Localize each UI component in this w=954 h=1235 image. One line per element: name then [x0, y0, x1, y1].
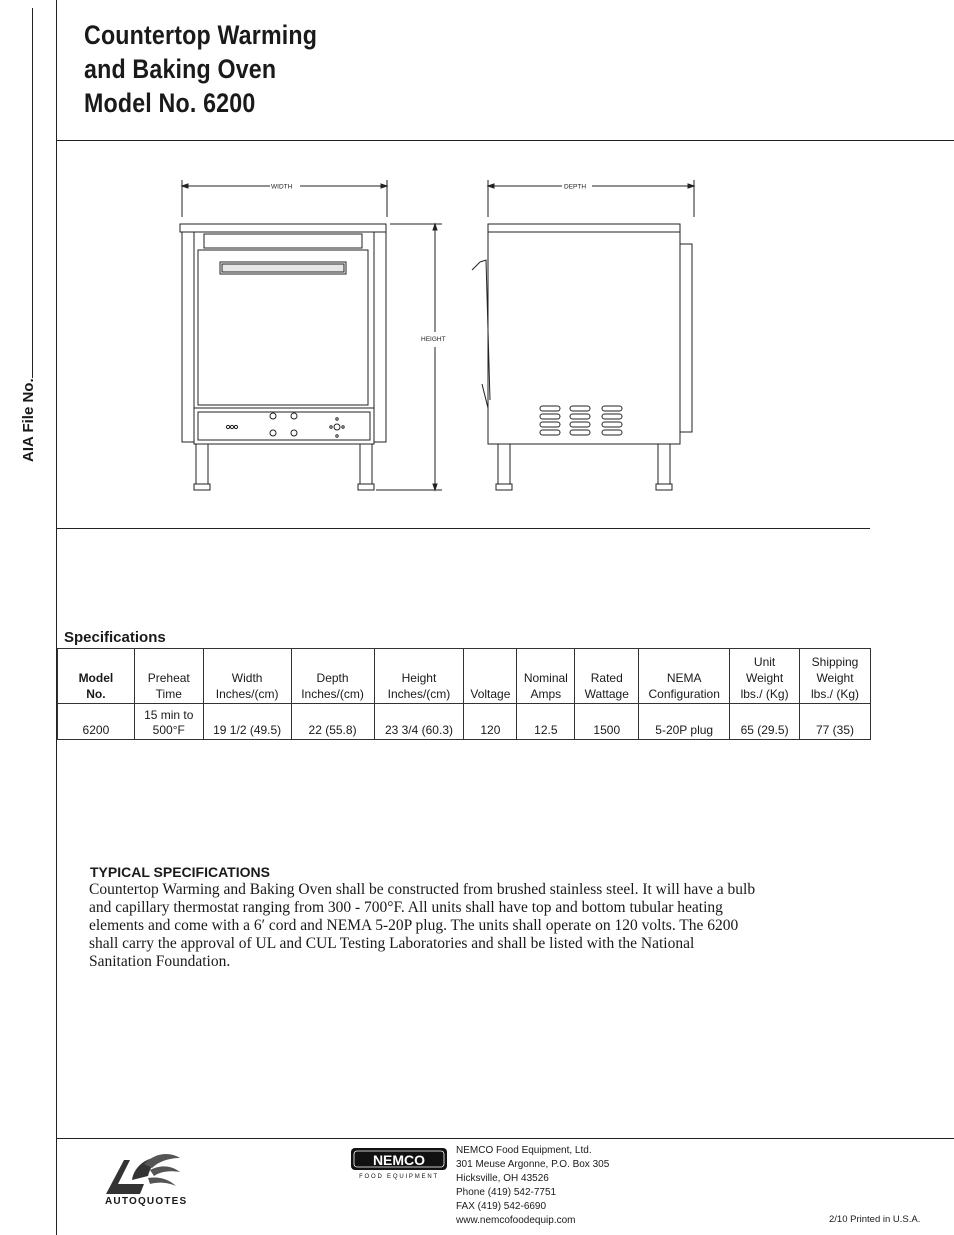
- cell-model: 6200: [58, 704, 135, 740]
- header-shipping-weight: Shipping Weight lbs./ (Kg): [800, 649, 871, 704]
- typical-line-4: shall carry the approval of UL and CUL Testing Laboratories and shall be listed with the National: [89, 935, 695, 952]
- oven-line-drawing: [170, 172, 710, 498]
- title-line-1: Countertop Warming: [84, 20, 318, 50]
- vent-slots: [540, 406, 622, 435]
- specifications-table: [57, 648, 871, 740]
- typical-line-5: Sanitation Foundation.: [89, 953, 231, 970]
- cell-nema: 5-20P plug: [639, 704, 730, 740]
- width-dimension-label: WIDTH: [271, 183, 293, 191]
- drawing-divider: [57, 528, 870, 529]
- footer-divider: [57, 1138, 954, 1139]
- cell-width: 19 1/2 (49.5): [203, 704, 291, 740]
- header-voltage: Voltage: [464, 649, 517, 704]
- aia-file-blank: [21, 8, 33, 378]
- title-line-2: and Baking Oven: [84, 54, 277, 84]
- cell-preheat: 15 min to 500°F: [134, 704, 203, 740]
- address-line-5: FAX (419) 542-6690: [456, 1201, 547, 1212]
- typical-specifications-heading: TYPICAL SPECIFICATIONS: [90, 864, 270, 880]
- cell-height: 23 3/4 (60.3): [374, 704, 464, 740]
- specifications-title: Specifications: [64, 629, 166, 646]
- nemco-logo-icon: [350, 1147, 448, 1181]
- address-line-2: 301 Meuse Argonne, P.O. Box 305: [456, 1159, 610, 1170]
- page-title: [84, 18, 317, 120]
- cell-unit-weight: 65 (29.5): [730, 704, 800, 740]
- cell-wattage: 1500: [575, 704, 639, 740]
- header-width: Width Inches/(cm): [203, 649, 291, 704]
- specifications-header-row: [58, 649, 871, 704]
- aia-file-label: AIA File No.: [20, 378, 37, 462]
- left-border-line: [56, 0, 57, 1235]
- header-height: Height Inches/(cm): [374, 649, 464, 704]
- aia-file-field: [20, 8, 37, 462]
- cell-voltage: 120: [464, 704, 517, 740]
- table-row: [58, 704, 871, 740]
- header-preheat: Preheat Time: [134, 649, 203, 704]
- header-nema: NEMA Configuration: [639, 649, 730, 704]
- typical-line-2: and capillary thermostat ranging from 300 - 700°F. All units shall have top and bottom tubular heating: [89, 899, 723, 916]
- printed-note: 2/10 Printed in U.S.A.: [829, 1214, 921, 1225]
- address-line-3: Hicksville, OH 43526: [456, 1173, 549, 1184]
- header-amps: Nominal Amps: [517, 649, 575, 704]
- front-view: [180, 180, 442, 490]
- cell-shipping-weight: 77 (35): [800, 704, 871, 740]
- cell-amps: 12.5: [517, 704, 575, 740]
- header-divider: [57, 140, 954, 141]
- website-link[interactable]: www.nemcofoodequip.com: [456, 1215, 576, 1226]
- address-line-4: Phone (419) 542-7751: [456, 1187, 557, 1198]
- header-model: Model No.: [58, 649, 135, 704]
- depth-dimension-label: DEPTH: [564, 183, 587, 191]
- nemco-logo-text: NEMCO: [372, 1152, 426, 1168]
- header-unit-weight: Unit Weight lbs./ (Kg): [730, 649, 800, 704]
- side-view: [472, 180, 694, 490]
- cell-depth: 22 (55.8): [291, 704, 374, 740]
- address-line-1: NEMCO Food Equipment, Ltd.: [456, 1145, 592, 1156]
- typical-line-1: Countertop Warming and Baking Oven shall be constructed from brushed stainless steel. It will have a bulb: [89, 881, 756, 898]
- title-line-3: Model No. 6200: [84, 88, 256, 118]
- autoquotes-logo-icon: [104, 1150, 184, 1196]
- typical-line-3: elements and come with a 6′ cord and NEMA 5-20P plug. The units shall operate on 120 volts. The 6200: [89, 917, 739, 934]
- header-wattage: Rated Wattage: [575, 649, 639, 704]
- typical-specifications-body: [89, 881, 834, 971]
- autoquotes-label: AUTOQUOTES: [105, 1196, 188, 1207]
- nemco-logo-sub: FOOD EQUIPMENT: [359, 1174, 439, 1180]
- company-address: [456, 1144, 609, 1228]
- height-dimension-label: HEIGHT: [421, 336, 446, 343]
- header-depth: Depth Inches/(cm): [291, 649, 374, 704]
